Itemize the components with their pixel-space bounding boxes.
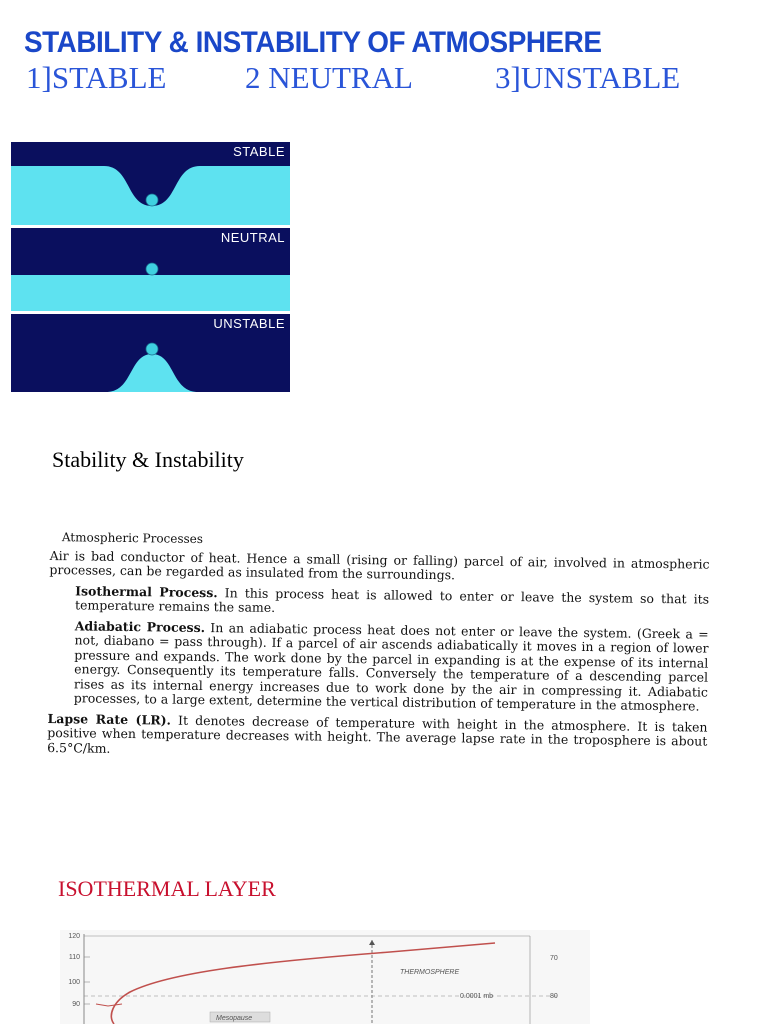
isothermal-term: Isothermal Process. bbox=[75, 582, 218, 600]
unstable-label: UNSTABLE bbox=[213, 316, 285, 331]
right-label-top: 70 bbox=[550, 955, 558, 962]
y-tick-1: 110 bbox=[68, 954, 80, 961]
isothermal-heading: ISOTHERMAL LAYER bbox=[58, 876, 276, 901]
y-tick-2: 100 bbox=[68, 979, 80, 986]
unstable-panel bbox=[11, 314, 290, 392]
pressure-label: 0.0001 mb bbox=[460, 993, 494, 1000]
unstable-ball bbox=[146, 343, 158, 355]
thermosphere-label: THERMOSPHERE bbox=[400, 969, 460, 976]
y-tick-3: 90 bbox=[72, 1001, 80, 1008]
temperature-graph bbox=[60, 930, 590, 1024]
stable-ball bbox=[146, 194, 158, 206]
neutral-ball bbox=[146, 263, 158, 275]
scan-intro: Air is bad conductor of heat. Hence a small (rising or falling) parcel of air, involved in atmospheric processes, can be regarded as insulated from the surroundings. bbox=[49, 547, 710, 583]
section-heading: Stability & Instability bbox=[52, 447, 244, 472]
isothermal-paragraph bbox=[75, 584, 709, 621]
type-neutral: 2 NEUTRAL bbox=[245, 60, 413, 95]
stable-label: STABLE bbox=[233, 144, 285, 159]
neutral-ground bbox=[11, 275, 290, 311]
type-stable: 1]STABLE bbox=[26, 60, 167, 95]
right-label-bottom: 80 bbox=[550, 993, 558, 1000]
stable-panel bbox=[11, 142, 290, 225]
neutral-label: NEUTRAL bbox=[220, 230, 285, 245]
isothermal-text: In this process heat is allowed to enter or leave the system so that its temperature remains the same. bbox=[74, 584, 710, 615]
lapse-term: Lapse Rate (LR). bbox=[47, 710, 172, 728]
adiabatic-paragraph bbox=[74, 619, 709, 714]
neutral-panel bbox=[11, 228, 290, 311]
y-tick-0: 120 bbox=[68, 933, 80, 940]
scan-heading: Atmospheric Processes bbox=[61, 530, 204, 547]
lapse-text: It denotes decrease of temperature with height in the atmosphere. It is taken positive when temperature decreases with height. The average lapse rate in the troposphere is about 6.5°C/km. bbox=[47, 712, 708, 756]
page-title: STABILITY & INSTABILITY OF ATMOSPHERE bbox=[24, 26, 602, 59]
adiabatic-text: In an adiabatic process heat does not enter or leave the system. (Greek a = not, diabano = pass through). If a parcel of air ascends adiabatically it moves in a region of lower pressure and expands. The work done by the parcel in expanding is at the expense of its internal energy. Consequently its temperature falls. Conversely the temperature of a descending parcel rises as its internal energy increases due to work done by the air in compressing it. Adiabatic processes, to a large extent, determine the vertical distribution of temperature in the atmosphere. bbox=[73, 619, 709, 714]
mesopause-label: Mesopause bbox=[216, 1015, 253, 1022]
stability-diagram bbox=[11, 142, 290, 392]
scanned-text-block bbox=[46, 530, 710, 839]
adiabatic-term: Adiabatic Process. bbox=[74, 617, 206, 635]
lapse-rate-paragraph bbox=[47, 711, 708, 763]
type-unstable: 3]UNSTABLE bbox=[495, 60, 681, 95]
